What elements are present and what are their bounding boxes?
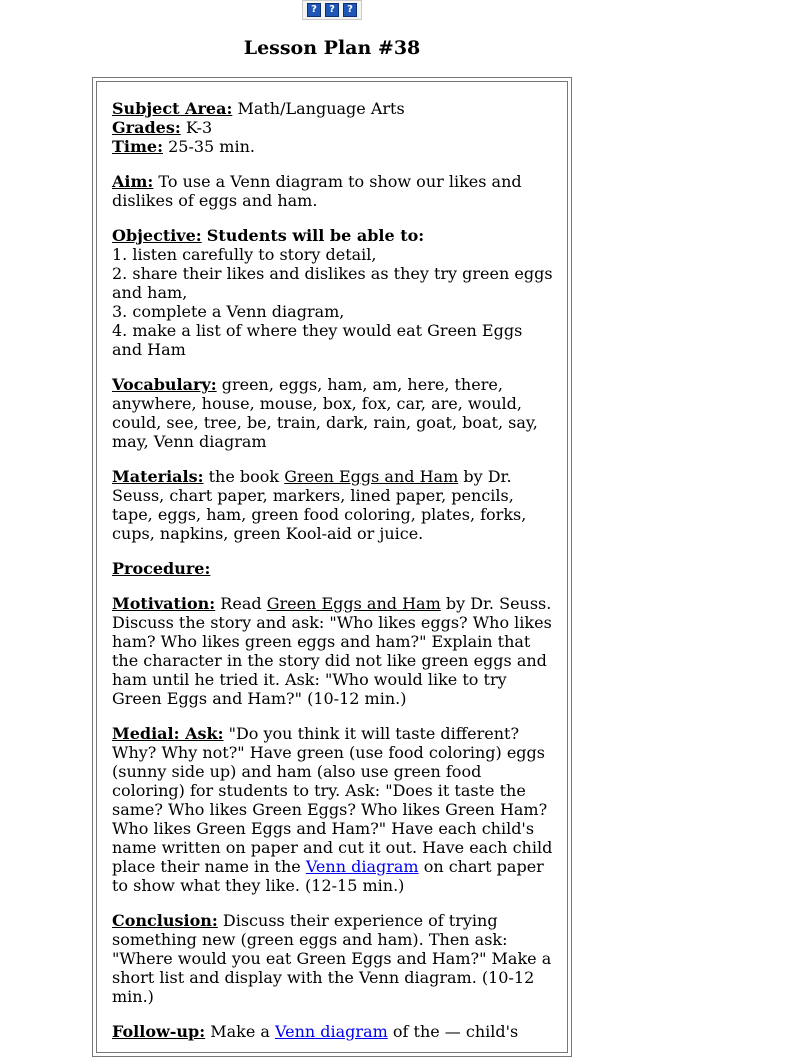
subject-label: Subject Area: — [112, 99, 233, 118]
objective-item: 3. complete a Venn diagram, — [112, 302, 345, 321]
time-value: 25-35 min. — [168, 137, 255, 156]
book-title: Green Eggs and Ham — [266, 594, 441, 613]
help-icon[interactable]: ? — [307, 3, 321, 17]
grades-label: Grades: — [112, 118, 181, 137]
medial-text: "Do you think it will taste different? Why? Why not?" Have green (use food coloring) eggs (sunny side up) and ham (also use green food coloring) for students to try. Ask: "Does it taste the same? Who likes Green Eggs? Who likes Green Ham? Who likes Green Eggs and Ham?" Have each child's name written on paper and cut it out. Have each child place their name in the — [112, 724, 553, 876]
objective-item: 2. share their likes and dislikes as they try green eggs and ham, — [112, 264, 553, 302]
procedure-section — [112, 559, 553, 578]
motivation-label: Motivation: — [112, 594, 216, 613]
objective-item: 4. make a list of where they would eat Green Eggs and Ham — [112, 321, 523, 359]
followup-post: of the — child's — [392, 1022, 519, 1041]
help-icon[interactable]: ? — [325, 3, 339, 17]
materials-section — [112, 467, 553, 543]
help-toolbar — [302, 0, 362, 20]
procedure-label: Procedure: — [112, 559, 211, 578]
aim-text: To use a Venn diagram to show our likes and dislikes of eggs and ham. — [112, 172, 522, 210]
aim-label: Aim: — [112, 172, 154, 191]
time-label: Time: — [112, 137, 163, 156]
venn-diagram-link[interactable]: Venn diagram — [275, 1022, 388, 1041]
lesson-plan-frame — [92, 77, 572, 1057]
motivation-section — [112, 594, 553, 708]
venn-diagram-link[interactable]: Venn diagram — [305, 857, 419, 876]
motivation-text: by Dr. Seuss. Discuss the story and ask: "Who likes eggs? Who likes ham? Who likes green eggs and ham?" Explain that the character in the story did not like green eggs and ham until he tried it. Ask: "Who would like to try Green Eggs and Ham?" (10-12 min.) — [112, 594, 552, 708]
conclusion-text: Discuss their experience of trying something new (green eggs and ham). Then ask: "Where would you eat Green Eggs and Ham?" Make a short list and display with the Venn diagram. (10-12 min.) — [112, 911, 552, 1006]
followup-section — [112, 1022, 553, 1041]
medial-section — [112, 724, 553, 895]
help-icon[interactable]: ? — [343, 3, 357, 17]
medial-label: Medial: Ask: — [112, 724, 224, 743]
lesson-plan-body — [96, 81, 568, 1053]
book-title: Green Eggs and Ham — [284, 467, 459, 486]
motivation-pre: Read — [220, 594, 262, 613]
materials-label: Materials: — [112, 467, 204, 486]
aim-section — [112, 172, 553, 210]
grades-value: K-3 — [185, 118, 213, 137]
conclusion-label: Conclusion: — [112, 911, 218, 930]
vocabulary-text: green, eggs, ham, am, here, there, anywhere, house, mouse, box, fox, car, are, would, could, see, tree, be, train, dark, rain, goat, boat, say, may, Venn diagram — [112, 375, 538, 451]
objective-intro: Students will be able to: — [206, 226, 425, 245]
conclusion-section — [112, 911, 553, 1006]
objective-section — [112, 226, 553, 359]
materials-post: by Dr. Seuss, chart paper, markers, lined paper, pencils, tape, eggs, ham, green food coloring, plates, forks, cups, napkins, green Kool-aid or juice. — [112, 467, 527, 543]
objective-item: 1. listen carefully to story detail, — [112, 245, 377, 264]
vocabulary-section — [112, 375, 553, 451]
followup-pre: Make a — [210, 1022, 270, 1041]
header-block — [112, 99, 553, 156]
materials-pre: the book — [208, 467, 280, 486]
medial-post: on chart paper to show what they like. (12-15 min.) — [112, 857, 544, 895]
followup-label: Follow-up: — [112, 1022, 206, 1041]
subject-value: Math/Language Arts — [237, 99, 405, 118]
objective-label: Objective: — [112, 226, 202, 245]
page-title: Lesson Plan #38 — [243, 37, 421, 59]
vocabulary-label: Vocabulary: — [112, 375, 217, 394]
